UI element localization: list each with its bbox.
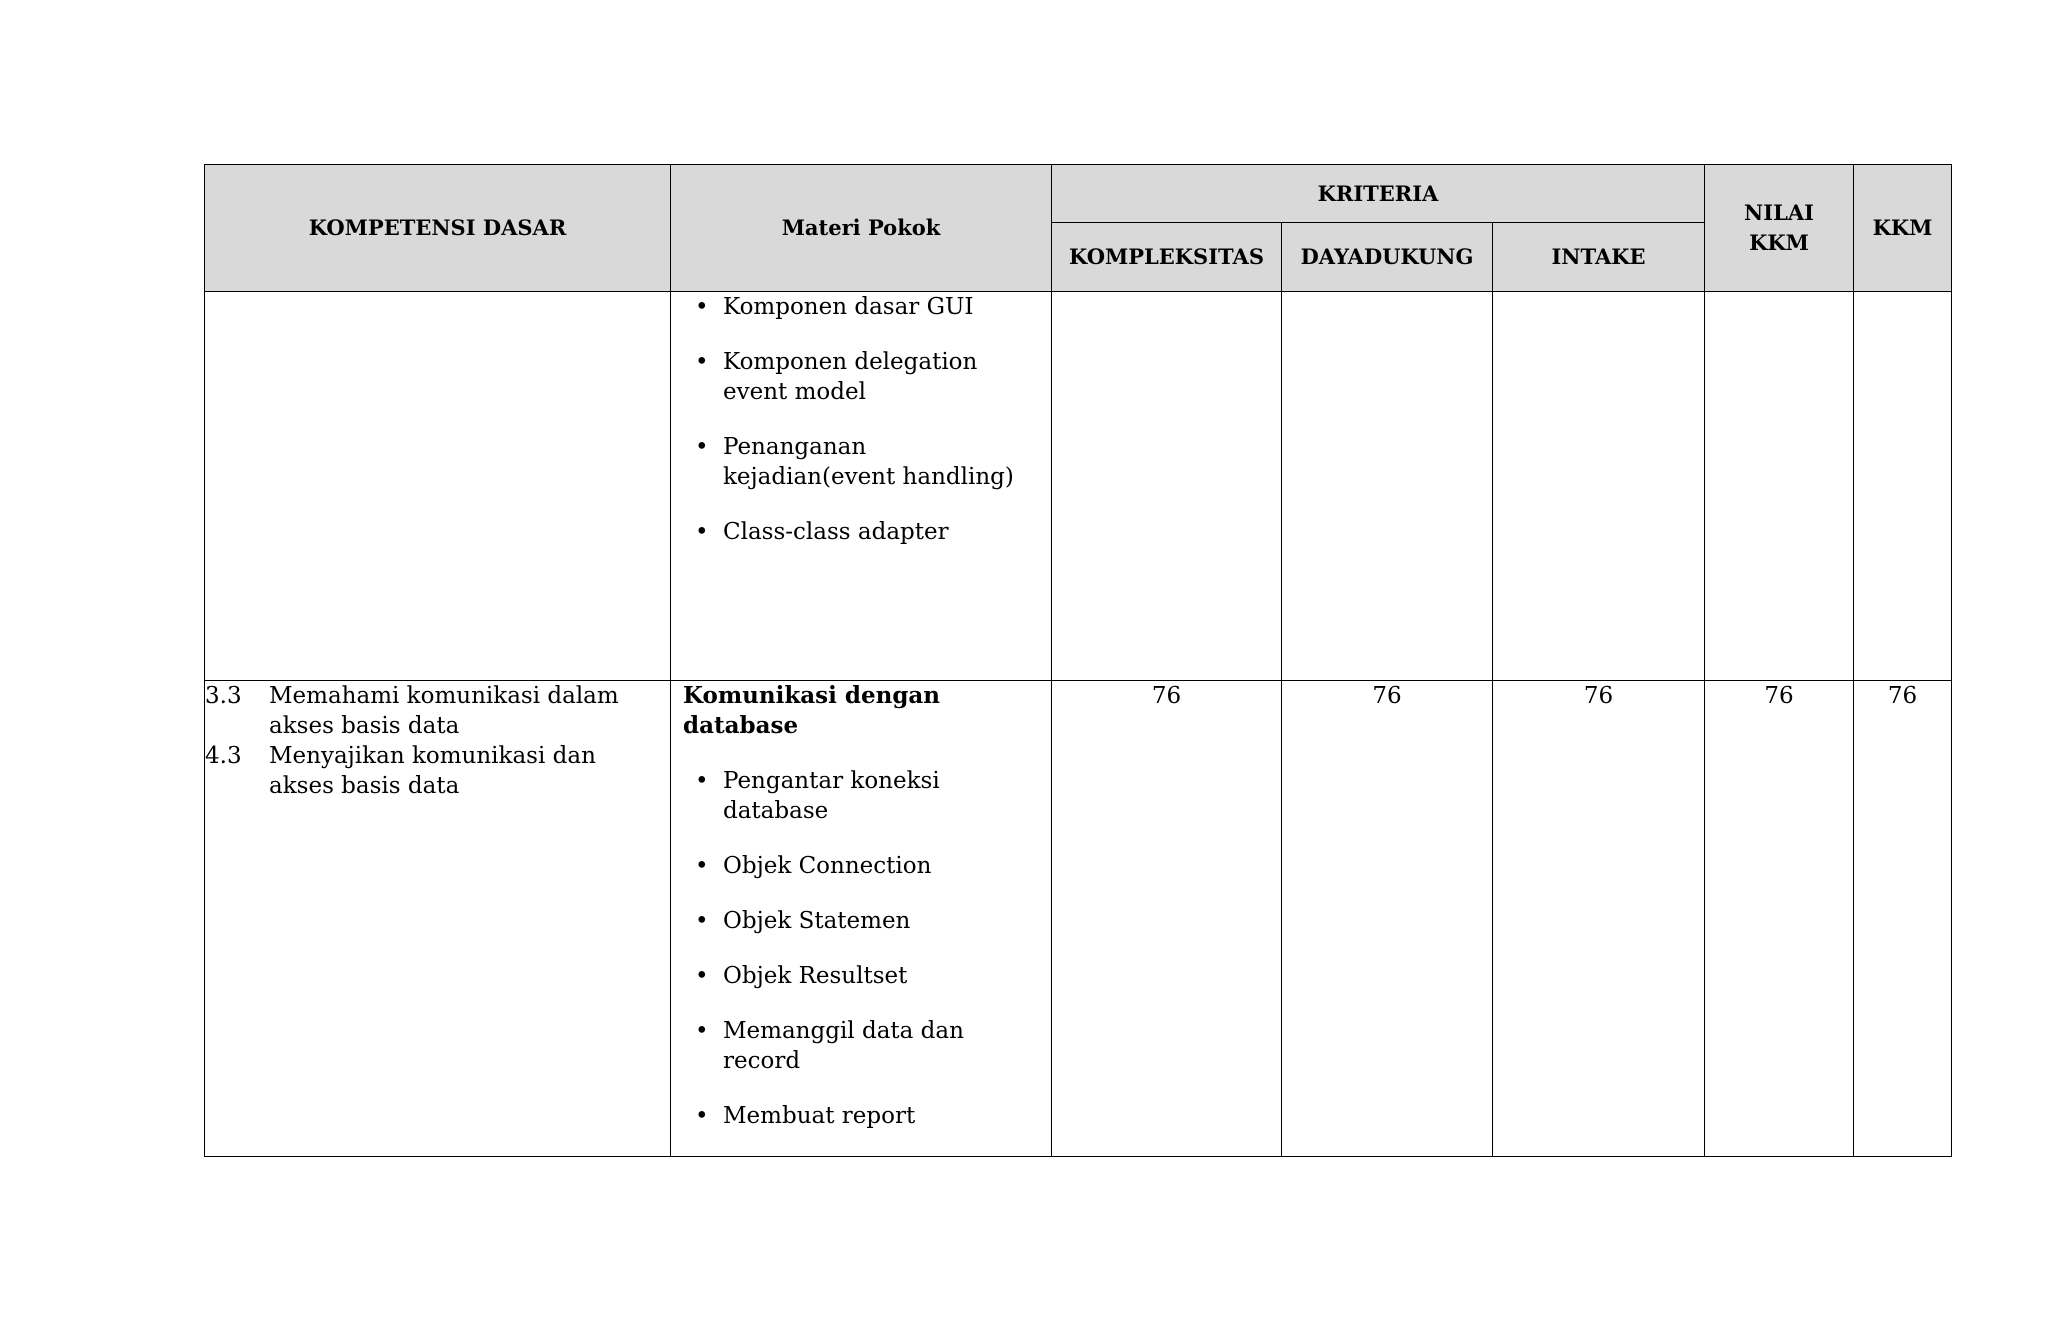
intake-cell: 76 [1493, 681, 1705, 1157]
kd-cell [205, 681, 671, 1157]
materi-list [683, 766, 1043, 1131]
bullet-icon: • [695, 349, 709, 375]
kd-cell [205, 292, 671, 681]
list-item: • Komponen dasar GUI [695, 294, 974, 320]
kkm-table [204, 164, 1952, 1157]
kd-item [205, 741, 670, 801]
list-item: • Penanganan kejadian(event handling) [695, 434, 1014, 490]
header-nilai-kkm-line1: NILAI [1744, 200, 1814, 225]
list-item: • Objek Resultset [695, 963, 908, 989]
kd-text: Memahami komunikasi dalam akses basis data [269, 683, 619, 739]
materi-list [683, 292, 1043, 547]
header-kkm: KKM [1854, 165, 1952, 292]
kd-item [205, 681, 670, 741]
materi-heading: Komunikasi dengan database [683, 682, 941, 739]
list-item: • Membuat report [695, 1103, 916, 1129]
materi-cell [671, 681, 1052, 1157]
list-item: • Objek Connection [695, 853, 932, 879]
bullet-icon: • [695, 908, 709, 934]
table-row [205, 681, 1952, 1157]
nilai-kkm-cell: 76 [1705, 681, 1854, 1157]
table-row [205, 292, 1952, 681]
list-item: • Class-class adapter [695, 519, 949, 545]
kkm-cell [1854, 292, 1952, 681]
list-item: • Komponen delegation event model [695, 349, 978, 405]
kompleksitas-cell: 76 [1052, 681, 1282, 1157]
bullet-icon: • [695, 768, 709, 794]
bullet-icon: • [695, 1103, 709, 1129]
nilai-kkm-cell [1705, 292, 1854, 681]
list-item: • Memanggil data dan record [695, 1018, 964, 1074]
bullet-icon: • [695, 294, 709, 320]
bullet-icon: • [695, 1018, 709, 1044]
list-item: • Pengantar koneksi database [695, 768, 940, 824]
bullet-icon: • [695, 434, 709, 460]
bullet-icon: • [695, 853, 709, 879]
dayadukung-cell: 76 [1282, 681, 1493, 1157]
kd-text: Menyajikan komunikasi dan akses basis data [269, 743, 596, 799]
bullet-icon: • [695, 963, 709, 989]
materi-cell [671, 292, 1052, 681]
header-kompleksitas: KOMPLEKSITAS [1052, 223, 1282, 292]
dayadukung-cell [1282, 292, 1493, 681]
header-materi-pokok: Materi Pokok [671, 165, 1052, 292]
kkm-cell: 76 [1854, 681, 1952, 1157]
header-kriteria: KRITERIA [1052, 165, 1705, 223]
header-intake: INTAKE [1493, 223, 1705, 292]
bullet-icon: • [695, 519, 709, 545]
list-item: • Objek Statemen [695, 908, 911, 934]
header-nilai-kkm [1705, 165, 1854, 292]
kd-number: 3.3 [205, 683, 242, 709]
header-dayadukung: DAYADUKUNG [1282, 223, 1493, 292]
header-nilai-kkm-line2: KKM [1749, 230, 1809, 255]
kd-number: 4.3 [205, 743, 242, 769]
kompleksitas-cell [1052, 292, 1282, 681]
header-kompetensi-dasar: KOMPETENSI DASAR [205, 165, 671, 292]
intake-cell [1493, 292, 1705, 681]
